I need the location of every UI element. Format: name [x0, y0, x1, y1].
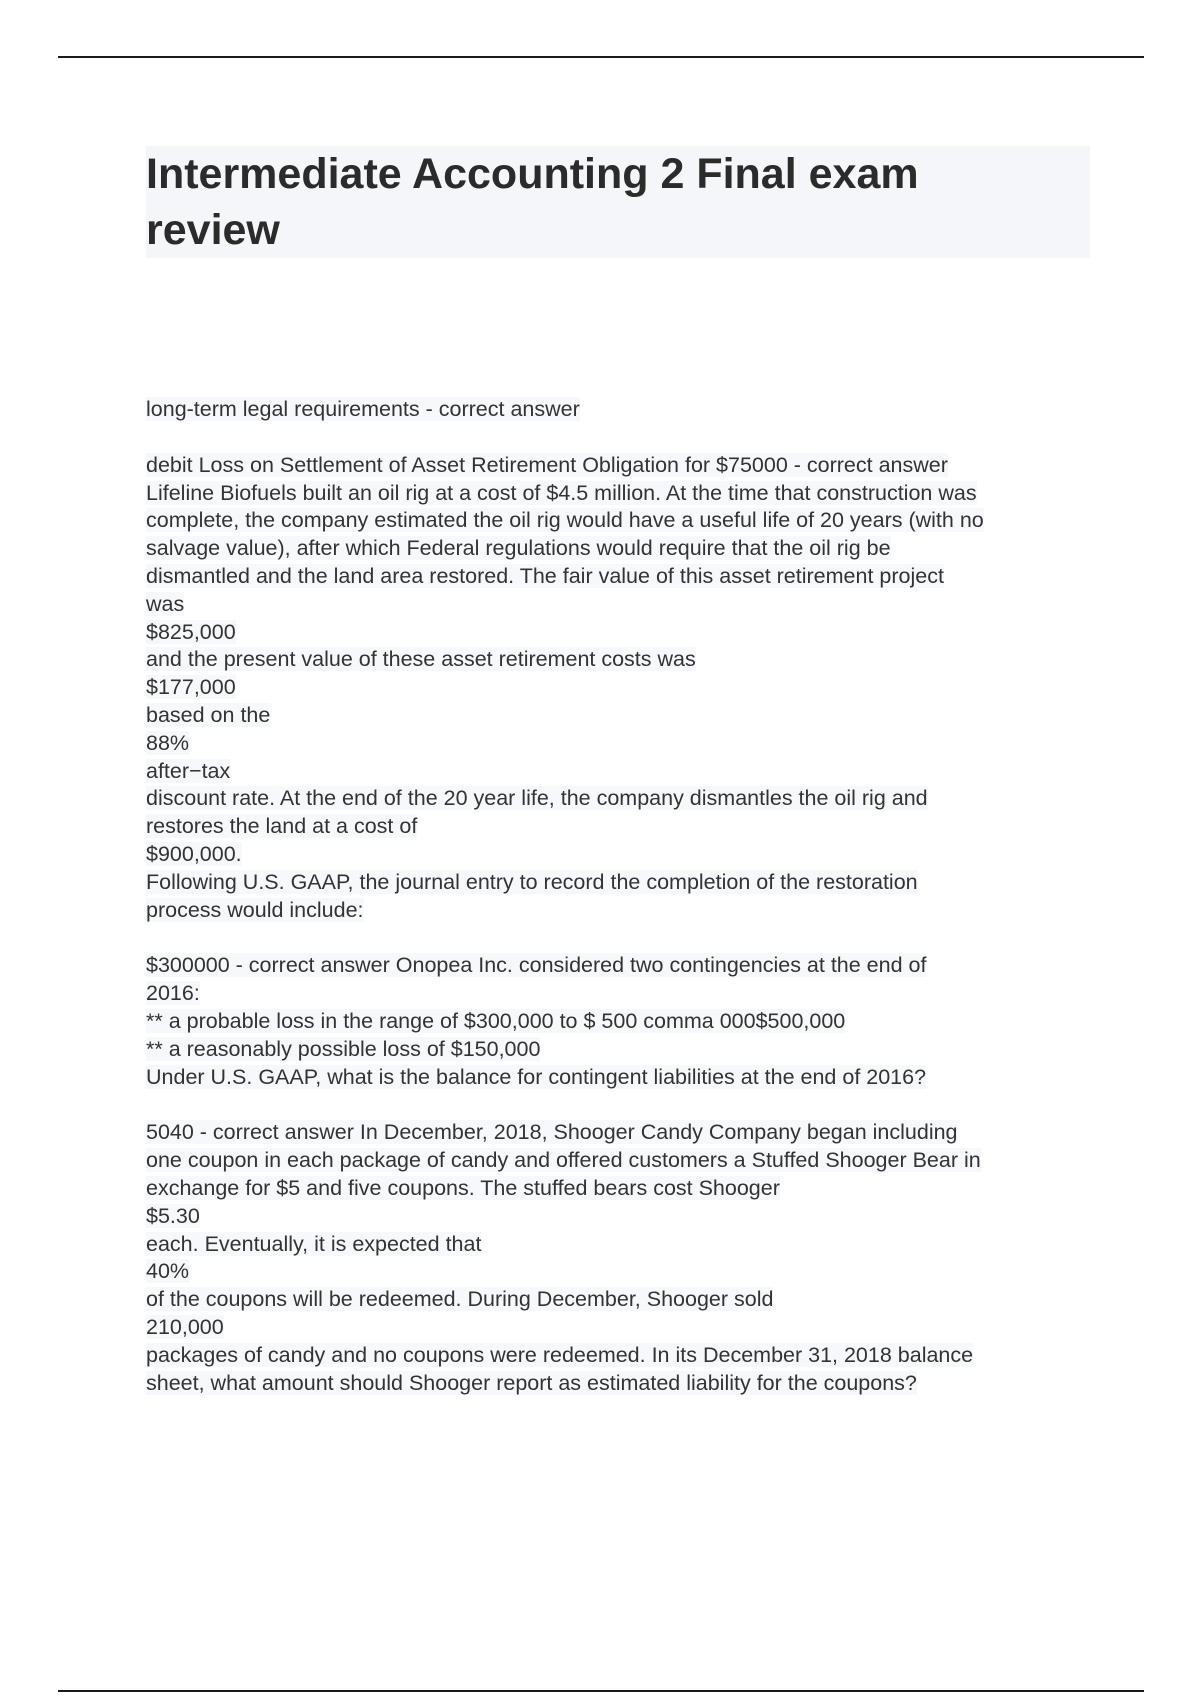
document-body — [146, 396, 1096, 1425]
text-line-content: and the present value of these asset retirement costs was — [146, 647, 696, 672]
text-line — [146, 674, 1096, 702]
text-line-content: discount rate. At the end of the 20 year life, the company dismantles the oil rig and — [146, 786, 928, 811]
text-line — [146, 785, 1096, 813]
text-line-content: 210,000 — [146, 1314, 224, 1339]
text-line-content: $177,000 — [146, 675, 236, 700]
text-line-content: of the coupons will be redeemed. During December, Shooger sold — [146, 1287, 774, 1312]
text-line-content: ** a probable loss in the range of $300,000 to $ 500 comma 000$500,000 — [146, 1008, 846, 1033]
text-line — [146, 1119, 1096, 1147]
text-line — [146, 1314, 1096, 1342]
document-title — [146, 146, 1090, 258]
text-line — [146, 1258, 1096, 1286]
text-line-content: $300000 - correct answer Onopea Inc. considered two contingencies at the end of — [146, 953, 927, 978]
text-line — [146, 646, 1096, 674]
text-line-content: was — [146, 591, 185, 616]
text-line-content: packages of candy and no coupons were redeemed. In its December 31, 2018 balance — [146, 1342, 974, 1367]
text-line-content: each. Eventually, it is expected that — [146, 1231, 482, 1256]
text-line-content: restores the land at a cost of — [146, 814, 418, 839]
text-line — [146, 897, 1096, 925]
title-line-1: Intermediate Accounting 2 Final exam — [146, 150, 919, 198]
title-block — [146, 146, 1090, 258]
text-line — [146, 396, 1096, 424]
text-line — [146, 1175, 1096, 1203]
text-line-content: salvage value), after which Federal regulations would require that the oil rig be — [146, 536, 891, 561]
text-line-content: debit Loss on Settlement of Asset Retirement Obligation for $75000 - correct answer — [146, 452, 948, 477]
text-line-content: $900,000. — [146, 841, 242, 866]
text-line — [146, 869, 1096, 897]
text-line-content: Under U.S. GAAP, what is the balance for contingent liabilities at the end of 2016? — [146, 1064, 927, 1089]
bottom-rule — [58, 1690, 1144, 1692]
text-line-content: dismantled and the land area restored. The fair value of this asset retirement project — [146, 563, 944, 588]
text-line — [146, 452, 1096, 480]
text-line — [146, 1286, 1096, 1314]
text-line-content: long-term legal requirements - correct answer — [146, 397, 580, 421]
qa-entry — [146, 952, 1096, 1091]
text-line-content: 5040 - correct answer In December, 2018, Shooger Candy Company began including — [146, 1120, 958, 1145]
title-line-2: review — [146, 206, 280, 254]
text-line — [146, 980, 1096, 1008]
text-line-content: ** a reasonably possible loss of $150,000 — [146, 1036, 541, 1061]
qa-entry — [146, 1119, 1096, 1397]
qa-entry — [146, 396, 1096, 424]
text-line — [146, 813, 1096, 841]
text-line — [146, 619, 1096, 647]
text-line — [146, 591, 1096, 619]
text-line — [146, 1342, 1096, 1370]
text-line — [146, 480, 1096, 508]
text-line — [146, 730, 1096, 758]
text-line — [146, 841, 1096, 869]
text-line-content: 2016: — [146, 981, 200, 1006]
text-line — [146, 952, 1096, 980]
text-line-content: exchange for $5 and five coupons. The stuffed bears cost Shooger — [146, 1175, 780, 1200]
text-line — [146, 535, 1096, 563]
text-line-content: 88% — [146, 730, 190, 755]
text-line — [146, 1231, 1096, 1259]
text-line-content: sheet, what amount should Shooger report as estimated liability for the coupons? — [146, 1370, 917, 1395]
text-line — [146, 563, 1096, 591]
text-line — [146, 702, 1096, 730]
text-line-content: based on the — [146, 702, 271, 727]
text-line — [146, 1064, 1096, 1092]
text-line-content: $825,000 — [146, 619, 236, 644]
text-line-content: after−tax — [146, 758, 231, 783]
text-line-content: complete, the company estimated the oil rig would have a useful life of 20 years (with no — [146, 508, 984, 533]
text-line-content: $5.30 — [146, 1203, 200, 1228]
text-line — [146, 1036, 1096, 1064]
top-rule — [58, 56, 1144, 58]
text-line — [146, 1370, 1096, 1398]
text-line-content: process would include: — [146, 897, 364, 922]
text-line — [146, 1203, 1096, 1231]
text-line — [146, 1147, 1096, 1175]
text-line-content: one coupon in each package of candy and offered customers a Stuffed Shooger Bear in — [146, 1148, 981, 1173]
qa-entry — [146, 452, 1096, 925]
text-line-content: Following U.S. GAAP, the journal entry to record the completion of the restoration — [146, 869, 918, 894]
text-line-content: Lifeline Biofuels built an oil rig at a cost of $4.5 million. At the time that construction was — [146, 480, 977, 505]
text-line-content: 40% — [146, 1259, 190, 1284]
text-line — [146, 758, 1096, 786]
text-line — [146, 1008, 1096, 1036]
text-line — [146, 507, 1096, 535]
